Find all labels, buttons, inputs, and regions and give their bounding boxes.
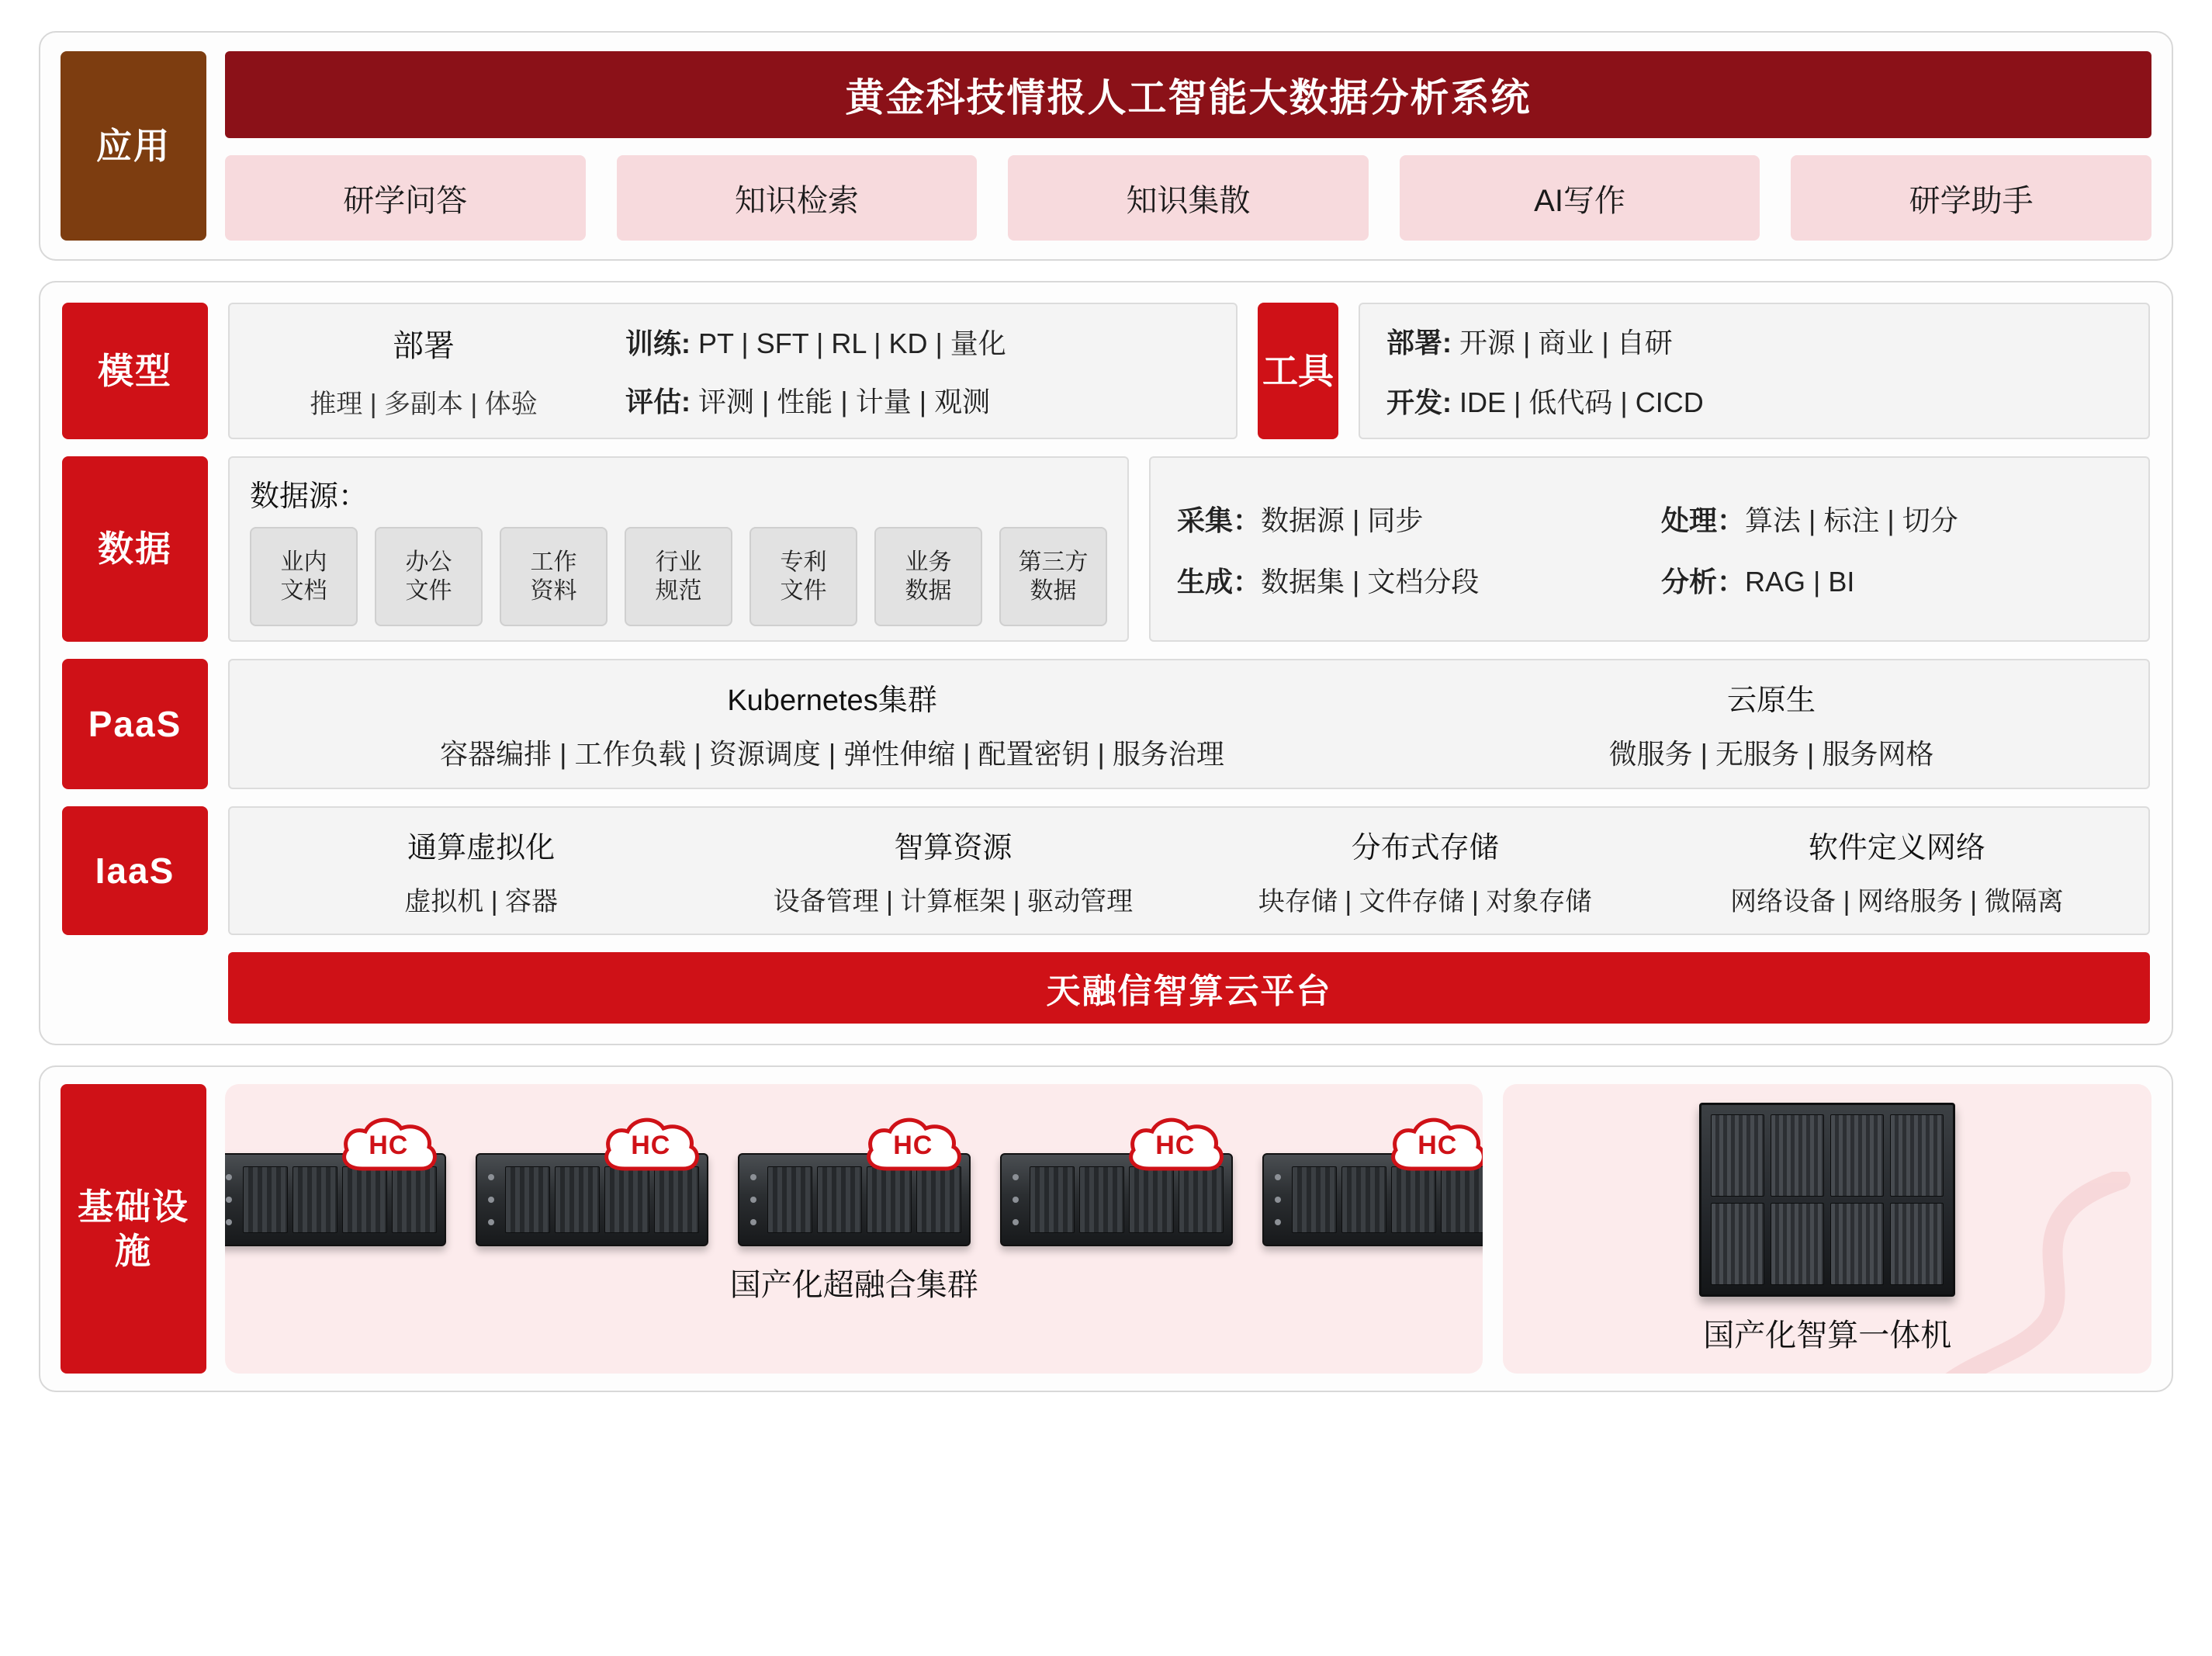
paas-cloudnative-title: 云原生 (1727, 684, 1816, 717)
server-drive-bay (916, 1166, 961, 1233)
chip-line2: 文件 (780, 578, 827, 604)
iaas-compute-group (717, 823, 1189, 918)
infrastructure-layer (39, 1065, 2173, 1392)
model-train-value: PT | SFT | RL | KD | 量化 (691, 327, 1006, 359)
paas-kubernetes-title: Kubernetes集群 (727, 684, 937, 717)
hc-badge-text: HC (369, 1130, 409, 1160)
hc-badge-text: HC (1418, 1130, 1458, 1160)
iaas-network-group (1661, 823, 2133, 918)
data-source-chip (874, 527, 982, 626)
server-unit (476, 1130, 708, 1246)
server-drive-bay (1129, 1166, 1174, 1233)
server-drive-bay (867, 1166, 912, 1233)
server-drive-bay (767, 1166, 812, 1233)
paas-row (62, 659, 2150, 789)
appliance-module (1711, 1114, 1764, 1197)
chip-line2: 数据 (905, 578, 952, 604)
data-source-chips (250, 527, 1107, 626)
server-drive-bay (654, 1166, 699, 1233)
data-row (62, 456, 2150, 642)
hyperconverged-cluster-caption: 国产化超融合集群 (729, 1268, 978, 1302)
paas-cloudnative-group (1414, 676, 2128, 772)
model-deploy-items: 推理 | 多副本 | 体验 (310, 390, 538, 419)
data-layer-label: 数据 (62, 456, 208, 642)
data-source-chip (375, 527, 483, 626)
chip-line2: 文件 (405, 578, 452, 604)
hc-cloud-icon (598, 1110, 704, 1175)
data-source-title: 数据源： (250, 480, 369, 513)
infrastructure-layer-label: 基础设施 (61, 1084, 206, 1374)
cloud-platform-bar: 天融信智算云平台 (228, 952, 2150, 1024)
model-layer-label: 模型 (62, 303, 208, 439)
app-module-chip[interactable]: AI写作 (1400, 155, 1760, 241)
server-drive-bay (1030, 1166, 1075, 1233)
paas-layer-label: PaaS (62, 659, 208, 789)
hc-cloud-icon (1123, 1110, 1228, 1175)
tool-dev-value: IDE | 低代码 | CICD (1452, 386, 1704, 418)
model-eval-key: 评估: (625, 386, 691, 417)
chip-line2: 文档 (280, 578, 327, 604)
app-module-chip[interactable]: 研学问答 (225, 155, 586, 241)
iaas-col-title: 智算资源 (894, 832, 1013, 864)
application-content (225, 51, 2151, 241)
app-module-chip[interactable]: 知识集散 (1008, 155, 1369, 241)
app-module-chip[interactable]: 研学助手 (1791, 155, 2151, 241)
application-layer-label: 应用 (61, 51, 206, 241)
tool-box (1359, 303, 2150, 439)
data-op-key: 生成： (1177, 565, 1262, 598)
server-unit (1000, 1130, 1233, 1246)
tool-layer-label: 工具 (1258, 303, 1338, 439)
hc-badge-text: HC (631, 1130, 671, 1160)
iaas-box (228, 806, 2150, 935)
model-deploy-title: 部署 (393, 329, 455, 363)
chip-line1: 业务 (905, 549, 952, 575)
chip-line1: 工作 (530, 549, 577, 575)
data-op-value: 数据集 | 文档分段 (1261, 565, 1480, 598)
data-op-collect (1177, 499, 1638, 539)
server-drive-bay (555, 1166, 600, 1233)
app-module-chip[interactable]: 知识检索 (617, 155, 978, 241)
data-op-value: 算法 | 标注 | 切分 (1745, 504, 1958, 536)
model-eval-row (625, 380, 1213, 420)
model-box (228, 303, 1238, 439)
server-drive-bay (1391, 1166, 1436, 1233)
chip-line1: 第三方 (1018, 549, 1089, 575)
server-unit (738, 1130, 971, 1246)
iaas-virtualization-group (245, 823, 717, 918)
model-eval-value: 评测 | 性能 | 计量 | 观测 (691, 386, 991, 417)
hc-cloud-icon (860, 1110, 966, 1175)
system-title: 黄金科技情报人工智能大数据分析系统 (225, 51, 2151, 138)
iaas-col-items: 网络设备 | 网络服务 | 微隔离 (1730, 887, 2064, 916)
appliance-module (1830, 1203, 1884, 1285)
tool-deploy-row (1386, 321, 2122, 361)
server-drive-bay (817, 1166, 862, 1233)
server-drive-bay (1079, 1166, 1124, 1233)
model-tool-row (62, 303, 2150, 439)
server-drive-bay (1292, 1166, 1337, 1233)
model-deploy-group (253, 321, 594, 421)
server-drive-bay (604, 1166, 649, 1233)
appliance-module (1890, 1203, 1944, 1285)
server-leds (1275, 1166, 1287, 1233)
iaas-row (62, 806, 2150, 935)
paas-cloudnative-items: 微服务 | 无服务 | 服务网格 (1608, 738, 1934, 770)
server-group (225, 1130, 1483, 1246)
data-op-value: 数据源 | 同步 (1261, 504, 1424, 536)
chip-line2: 数据 (1030, 578, 1077, 604)
server-leds (750, 1166, 763, 1233)
data-source-chip (999, 527, 1107, 626)
data-op-key: 处理： (1661, 504, 1746, 536)
data-op-key: 采集： (1177, 504, 1262, 536)
application-layer (39, 31, 2173, 261)
hc-cloud-icon (1385, 1110, 1483, 1175)
hc-badge-text: HC (1155, 1130, 1196, 1160)
paas-box (228, 659, 2150, 789)
server-drive-bay (243, 1166, 288, 1233)
chip-line1: 业内 (280, 549, 327, 575)
server-leds (1013, 1166, 1025, 1233)
ai-appliance-caption: 国产化智算一体机 (1703, 1318, 1952, 1353)
chip-line1: 专利 (780, 549, 827, 575)
paas-kubernetes-group (250, 676, 1414, 772)
model-train-eval-group (625, 322, 1213, 420)
data-op-generate (1177, 560, 1638, 600)
data-source-chip (500, 527, 608, 626)
data-source-chip (625, 527, 732, 626)
data-source-box (228, 456, 1129, 642)
data-operations-box (1149, 456, 2150, 642)
server-drive-bay (342, 1166, 387, 1233)
appliance-module (1890, 1114, 1944, 1197)
data-source-chip (250, 527, 358, 626)
iaas-col-items: 虚拟机 | 容器 (404, 887, 558, 916)
appliance-module (1830, 1114, 1884, 1197)
server-leds (226, 1166, 238, 1233)
server-drive-bay (293, 1166, 338, 1233)
infrastructure-content (225, 1084, 2151, 1374)
data-op-process (1661, 499, 2122, 539)
data-op-key: 分析： (1661, 565, 1746, 598)
ai-appliance-chassis (1699, 1103, 1955, 1297)
iaas-layer-label: IaaS (62, 806, 208, 935)
chip-line2: 规范 (655, 578, 702, 604)
chip-line1: 行业 (655, 549, 702, 575)
data-source-chip (749, 527, 857, 626)
model-train-key: 训练: (625, 327, 691, 359)
data-op-analyze (1661, 560, 2122, 600)
tool-dev-row (1386, 381, 2122, 421)
server-unit (1262, 1130, 1483, 1246)
iaas-col-items: 块存储 | 文件存储 | 对象存储 (1258, 887, 1592, 916)
tool-deploy-key: 部署: (1386, 327, 1452, 359)
chip-line2: 资料 (530, 578, 577, 604)
chip-line1: 办公 (405, 549, 452, 575)
server-unit (225, 1130, 446, 1246)
hyperconverged-cluster-card (225, 1084, 1483, 1374)
platform-layer (39, 281, 2173, 1045)
hc-badge-text: HC (893, 1130, 933, 1160)
server-leds (488, 1166, 500, 1233)
tool-deploy-value: 开源 | 商业 | 自研 (1452, 327, 1673, 359)
ai-appliance-card (1503, 1084, 2151, 1374)
model-train-row (625, 322, 1213, 362)
paas-kubernetes-items: 容器编排 | 工作负载 | 资源调度 | 弹性伸缩 | 配置密钥 | 服务治理 (440, 738, 1224, 770)
appliance-module (1771, 1114, 1824, 1197)
iaas-col-title: 通算虚拟化 (407, 832, 556, 864)
hc-cloud-icon (336, 1110, 441, 1175)
server-drive-bay (505, 1166, 550, 1233)
server-drive-bay (1341, 1166, 1386, 1233)
application-modules (225, 155, 2151, 241)
data-op-value: RAG | BI (1745, 565, 1855, 598)
iaas-col-title: 分布式存储 (1351, 832, 1499, 864)
iaas-col-items: 设备管理 | 计算框架 | 驱动管理 (773, 887, 1134, 916)
server-drive-bay (1179, 1166, 1224, 1233)
iaas-storage-group (1189, 823, 1661, 918)
tool-dev-key: 开发: (1386, 386, 1452, 418)
server-drive-bay (1441, 1166, 1483, 1233)
server-drive-bay (392, 1166, 437, 1233)
iaas-col-title: 软件定义网络 (1808, 832, 1985, 864)
appliance-module (1711, 1203, 1764, 1285)
appliance-module (1771, 1203, 1824, 1285)
